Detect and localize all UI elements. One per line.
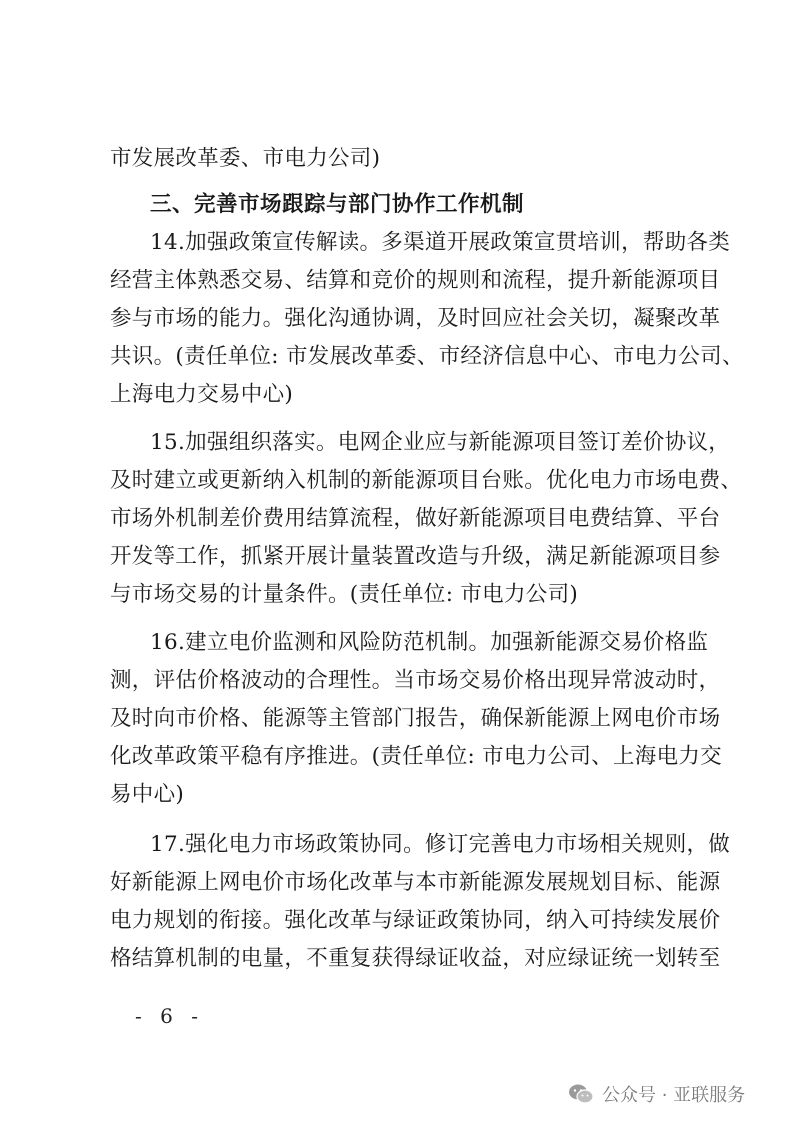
paragraph-line: 及时向市价格、能源等主管部门报告，确保新能源上网电价市场 bbox=[110, 706, 721, 731]
paragraph-item-14 bbox=[110, 224, 744, 414]
paragraph-line: 好新能源上网电价市场化改革与本市新能源发展规划目标、能源 bbox=[110, 870, 721, 895]
page-number: - 6 - bbox=[135, 1004, 204, 1028]
paragraph-line: 化改革政策平稳有序推进。(责任单位: 市电力公司、上海电力交 bbox=[110, 744, 722, 769]
paragraph-line: 及时建立或更新纳入机制的新能源项目台账。优化电力市场电费、 bbox=[110, 468, 743, 493]
paragraph-line: 易中心) bbox=[110, 782, 185, 807]
paragraph-line: 电力规划的衔接。强化改革与绿证政策协同，纳入可持续发展价 bbox=[110, 908, 721, 933]
paragraph-item-17 bbox=[110, 826, 731, 978]
paragraph-line: 格结算机制的电量，不重复获得绿证收益，对应绿证统一划转至 bbox=[110, 946, 721, 971]
paragraph-line: 与市场交易的计量条件。(责任单位: 市电力公司) bbox=[110, 582, 579, 607]
intro-line: 市发展改革委、市电力公司) bbox=[110, 146, 381, 171]
section-heading: 三、完善市场跟踪与部门协作工作机制 bbox=[150, 192, 525, 217]
paragraph-line: 经营主体熟悉交易、结算和竞价的规则和流程，提升新能源项目 bbox=[110, 268, 721, 293]
paragraph-line: 15.加强组织落实。电网企业应与新能源项目签订差价协议， bbox=[150, 430, 731, 455]
paragraph-line: 上海电力交易中心) bbox=[110, 382, 294, 407]
watermark bbox=[568, 1081, 745, 1107]
watermark-text: 公众号 · 亚联服务 bbox=[602, 1085, 746, 1106]
paragraph-line: 开发等工作，抓紧开展计量装置改造与升级，满足新能源项目参 bbox=[110, 544, 721, 569]
paragraph-line: 共识。(责任单位: 市发展改革委、市经济信息中心、市电力公司、 bbox=[110, 344, 744, 369]
paragraph-line: 参与市场的能力。强化沟通协调，及时回应社会关切，凝聚改革 bbox=[110, 306, 721, 331]
wechat-icon bbox=[568, 1083, 594, 1105]
paragraph-line: 14.加强政策宣传解读。多渠道开展政策宣贯培训，帮助各类 bbox=[150, 230, 731, 255]
intro-paragraph bbox=[110, 140, 695, 178]
paragraph-item-16 bbox=[110, 624, 722, 814]
paragraph-item-15 bbox=[110, 424, 743, 614]
paragraph-line: 市场外机制差价费用结算流程，做好新能源项目电费结算、平台 bbox=[110, 506, 721, 531]
paragraph-line: 测，评估价格波动的合理性。当市场交易价格出现异常波动时， bbox=[110, 668, 721, 693]
paragraph-line: 17.强化电力市场政策协同。修订完善电力市场相关规则，做 bbox=[150, 832, 731, 857]
paragraph-line: 16.建立电价监测和风险防范机制。加强新能源交易价格监 bbox=[150, 630, 709, 655]
